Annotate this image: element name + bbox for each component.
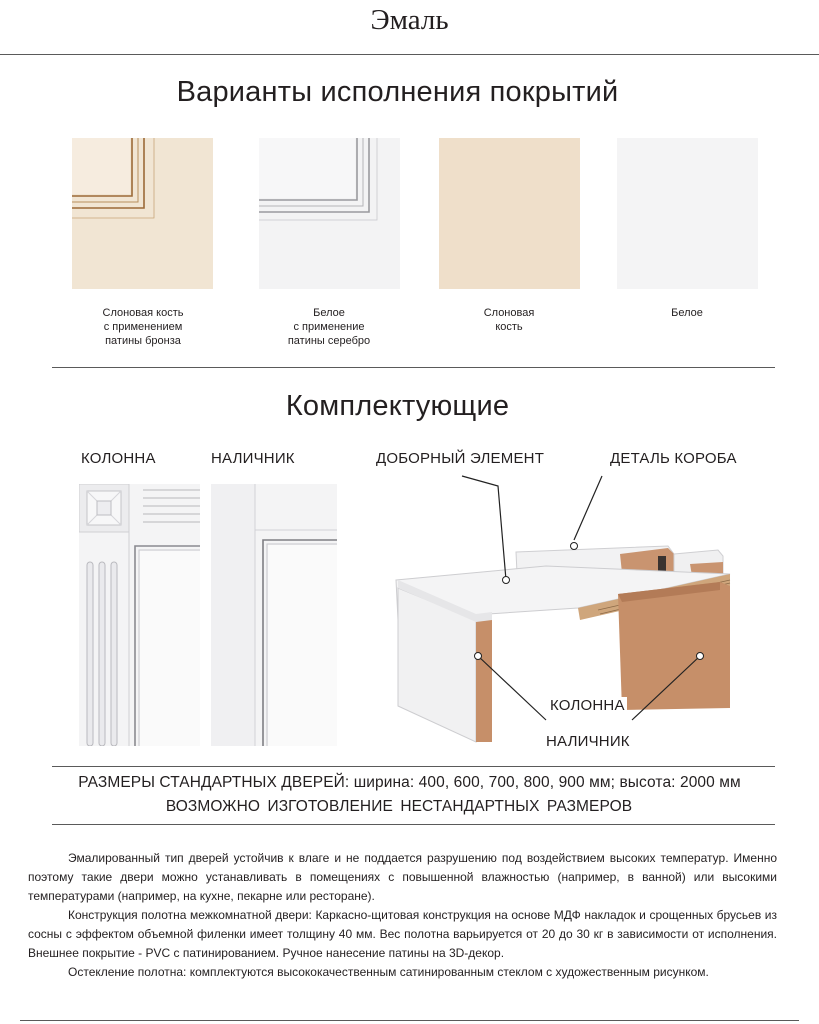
diagram-label-casing: НАЛИЧНИК — [546, 733, 630, 750]
label-extension: ДОБОРНЫЙ ЭЛЕМЕНТ — [376, 450, 545, 467]
section-divider-3 — [52, 824, 775, 825]
label-casing: НАЛИЧНИК — [211, 450, 295, 467]
label-column: КОЛОННА — [81, 450, 156, 467]
description — [28, 849, 777, 982]
casing-photo — [211, 484, 337, 746]
sizes-standard: РАЗМЕРЫ СТАНДАРТНЫХ ДВЕРЕЙ: ширина: 400, 600, 700, 800, 900 мм; высота: 2000 мм — [78, 774, 741, 791]
description-paragraph: Эмалированный тип дверей устойчив к влаге и не поддается разрушению под воздействием высоких температур. Именно поэтому такие двери можно устанавливать в помещениях с повышенной влажностью (например, в ванной) или высокими температурами (например, на кухне, пекарне или ресторане). — [28, 851, 777, 903]
swatch-ivory — [439, 138, 580, 289]
sizes-custom: ВОЗМОЖНО ИЗГОТОВЛЕНИЕ НЕСТАНДАРТНЫХ РАЗМЕРОВ — [165, 798, 633, 815]
swatch-ivory-bronze — [72, 138, 213, 289]
section-divider-1 — [52, 367, 775, 368]
components-title: Комплектующие — [285, 390, 510, 422]
swatch-caption-ivory-bronze: Слоновая кость с применением патины бронза — [102, 307, 184, 347]
column-photo — [79, 484, 200, 746]
description-paragraph: Конструкция полотна межкомнатной двери: Каркасно-щитовая конструкция на основе МДФ накладок и срощенных брусьев из сосны с эффектом объемной филенки имеет толщину 40 мм. Вес полотна варьируется от 20 до 30 кг в зависимости от исполнения. Внешнее покрытие - PVC с патинированием. Ручное нанесение патины на 3D-декор. — [28, 908, 777, 960]
swatch-white — [617, 138, 758, 289]
label-frame-part: ДЕТАЛЬ КОРОБА — [610, 450, 737, 467]
swatch-caption-white: Белое — [671, 307, 703, 319]
swatch-white-silver — [259, 138, 400, 289]
swatch-caption-white-silver: Белое с применение патины серебро — [287, 307, 371, 347]
swatch-caption-ivory: Слоновая кость — [483, 307, 535, 333]
footer-divider — [20, 1020, 799, 1021]
description-paragraph: Остекление полотна: комплектуются высококачественным сатинированным стеклом с художественным рисунком. — [68, 965, 709, 979]
page-header-title: Эмаль — [370, 4, 449, 36]
header-divider — [0, 54, 819, 55]
coatings-title: Варианты исполнения покрытий — [176, 76, 619, 108]
diagram-label-column: КОЛОННА — [550, 697, 625, 714]
section-divider-2 — [52, 766, 775, 767]
